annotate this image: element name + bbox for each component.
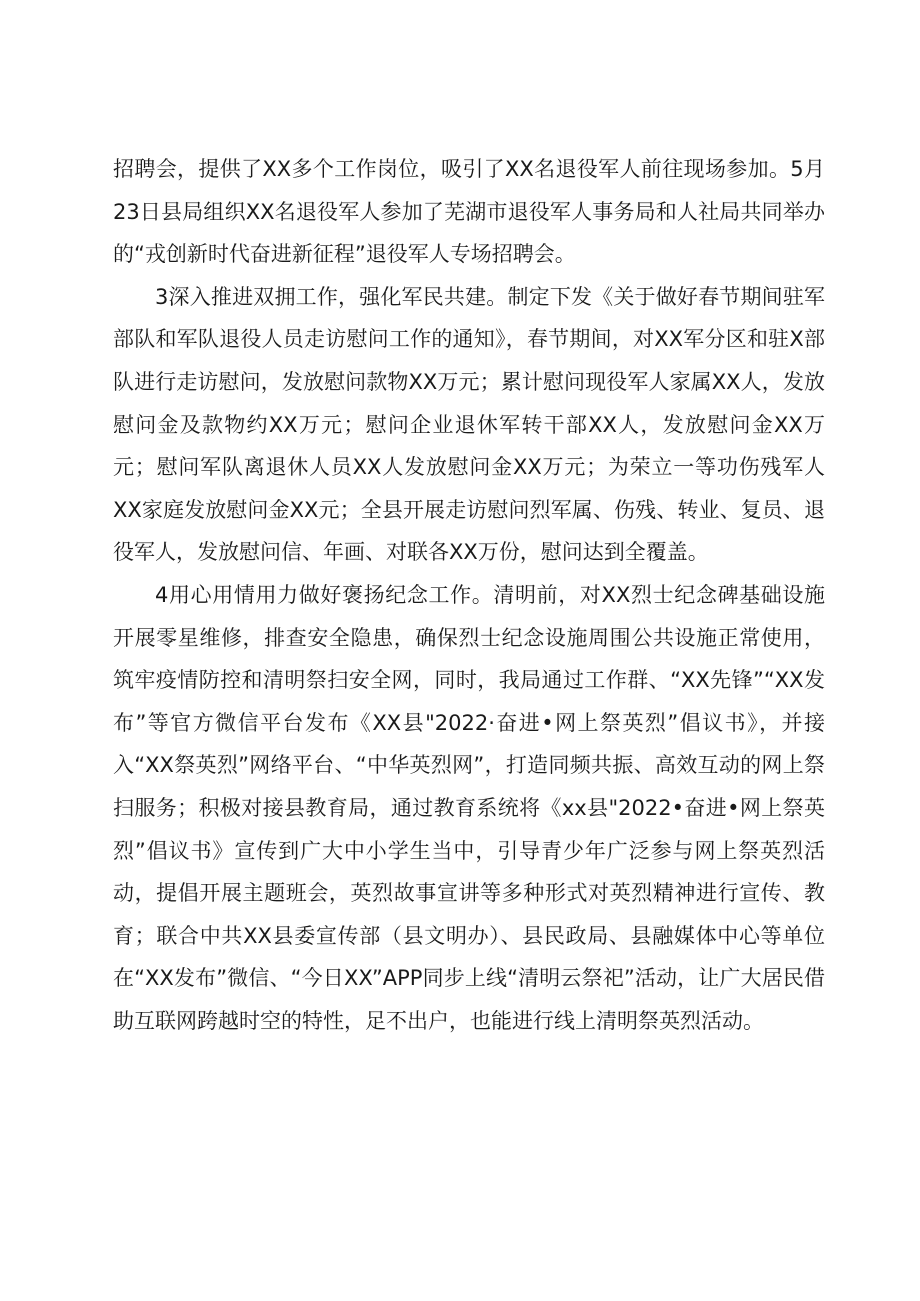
- paragraph-shuangyong-work: 3深入推进双拥工作，强化军民共建。制定下发《关于做好春节期间驻军部队和军队退役人员走访慰问工作的通知》，春节期间，对XX军分区和驻X部队进行走访慰问，发放慰问款物XX万元；累计慰问现役军人家属XX人，发放慰问金及款物约XX万元；慰问企业退休军转干部XX人，发放慰问金XX万元；慰问军队离退休人员XX人发放慰问金XX万元；为荣立一等功伤残军人XX家庭发放慰问金XX元；全县开展走访慰问烈军属、伤残、转业、复员、退役军人，发放慰问信、年画、对联各XX万份，慰问达到全覆盖。: [113, 284, 825, 565]
- paragraph-commemoration-work: 4用心用情用力做好褒扬纪念工作。清明前，对XX烈士纪念碑基础设施开展零星维修，排查安全隐患，确保烈士纪念设施周围公共设施正常使用，筑牢疫情防控和清明祭扫安全网，同时，我局通过工作群、“XX先锋”“XX发布”等官方微信平台发布《XX县"2022·奋进•网上祭英烈”倡议书》，并接入“XX祭英烈”网络平台、“中华英烈网”，打造同频共振、高效互动的网上祭扫服务；积极对接县教育局，通过教育系统将《xx县"2022•奋进•网上祭英烈”倡议书》宣传到广大中小学生当中，引导青少年广泛参与网上祭英烈活动，提倡开展主题班会，英烈故事宣讲等多种形式对英烈精神进行宣传、教育；联合中共XX县委宣传部（县文明办）、县民政局、县融媒体中心等单位在“XX发布”微信、“今日XX”APP同步上线“清明云祭祀”活动，让广大居民借助互联网跨越时空的特性，足不出户，也能进行线上清明祭英烈活动。: [113, 582, 825, 1033]
- paragraph-recruitment-continuation: 招聘会，提供了XX多个工作岗位，吸引了XX名退役军人前往现场参加。5月23日县局组织XX名退役军人参加了芜湖市退役军人事务局和人社局共同举办的“戎创新时代奋进新征程”退役军人专场招聘会。: [113, 157, 825, 267]
- document-body: [113, 148, 825, 1042]
